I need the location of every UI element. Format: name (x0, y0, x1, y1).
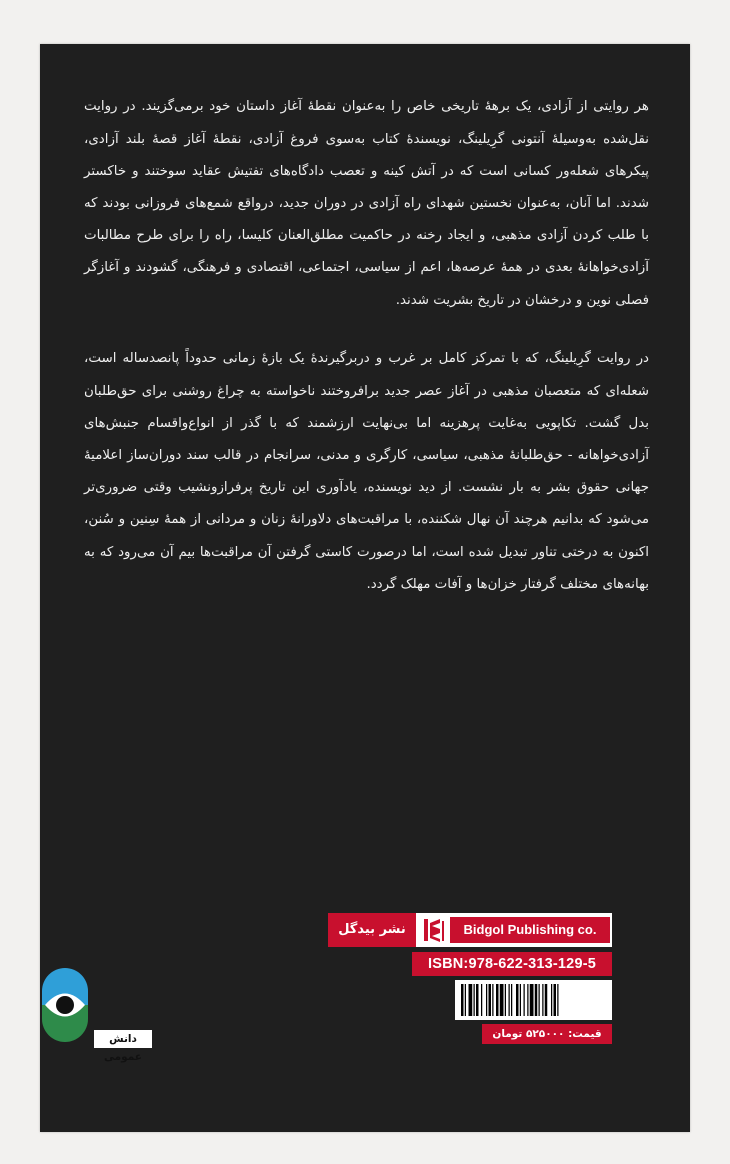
publisher-logo-icon (418, 915, 448, 945)
barcode (455, 980, 612, 1020)
blurb-paragraph-2: در روایت گرِیلینگ، که با تمرکز کامل بر غرب و دربرگیرندۀ یک بازۀ زمانی حدوداً پانصدساله است، شعله‌ای که متعصبان مذهبی در آغاز عصر جدید برافروختند ناخواسته به چراغ روشنی برای حق‌طلبان بدل گشت. تکاپویی به‌غایت پرهزینه اما بی‌نهایت ارزشمند که با گذر از انواع‌واقسام جنبش‌های آزادی‌خواهانه - حق‌طلبانۀ مذهبی، سیاسی، کارگری و مدنی، سرانجام در قالب سند دوران‌ساز اعلامیۀ جهانی حقوق بشر به بار نشست. از دید نویسنده، یادآوری این تاریخ پرفرازونشیب وقتی ضروری‌تر می‌شود که بدانیم هرچند آن نهال شکننده، با مراقبت‌های دلاورانۀ زنان و مردانی از همۀ سِنین و سُنن، اکنون به درختی تناور تبدیل شده است، اما درصورت کاستی گرفتن آن مراقبت‌ها بیم آن می‌رود که به بهانه‌های مختلف گرفتار خزان‌ها و آفات مهلک گردد. (84, 351, 649, 592)
publisher-name-fa: نشر بیدگل (328, 913, 416, 947)
series-label: دانش عمومی (94, 1030, 152, 1048)
isbn-label: ISBN:978-622-313-129-5 (412, 952, 612, 976)
publisher-bar (328, 913, 612, 947)
barcode-icon (461, 984, 606, 1016)
eye-icon (40, 966, 90, 1044)
price-label: قیمت: ۵۲۵۰۰۰ تومان (482, 1024, 612, 1044)
publisher-name-en: Bidgol Publishing co. (450, 917, 610, 943)
blurb-paragraph-1: هر روایتی از آزادی، یک برهۀ تاریخی خاص را به‌عنوان نقطۀ آغاز داستان خود برمی‌گزیند. در روایت نقل‌شده به‌وسیلۀ آنتونی گرِیلینگ، نویسندۀ کتاب به‌سوی فروغ آزادی، نقطۀ آغاز قصۀ بلند آزادی، پیکرهای شعله‌ور کسانی است که در آتش کینه و تعصب دادگاه‌های تفتیش عقاید سوختند و خاکستر شدند. اما آنان، به‌عنوان نخستین شهدای راه آزادی در دوران جدید، درواقع شمع‌های فروزانی بودند که با طلب کردن آزادی مذهبی، و ایجاد رخنه در حاکمیت مطلق‌العنان کلیسا، راه را برای طرح مطالبات آزادی‌خواهانۀ بعدی در همۀ عرصه‌ها، اعم از سیاسی، اجتماعی، اقتصادی و فرهنگی، گشودند و آغازگر فصلی نوین و درخشان در تاریخ بشریت شدند. (84, 99, 649, 308)
